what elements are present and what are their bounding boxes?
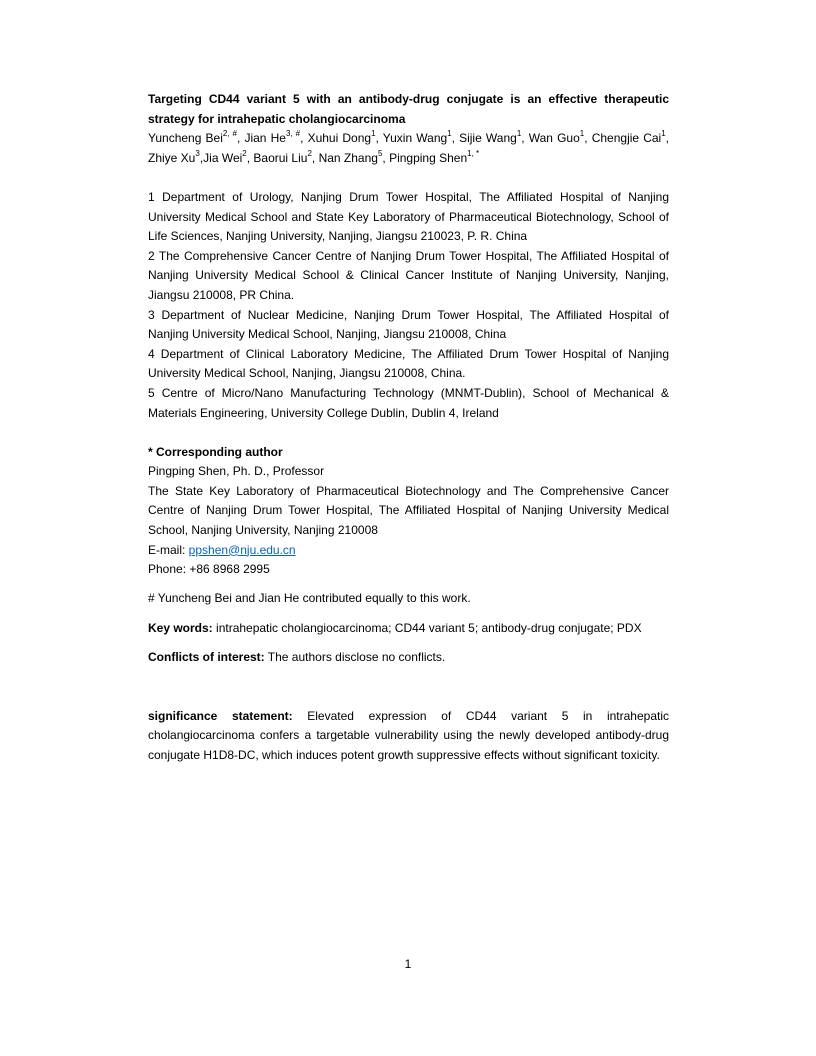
author-name: Baorui Liu — [253, 150, 308, 165]
author-separator: , — [521, 131, 529, 146]
significance-statement — [148, 707, 669, 766]
paper-page — [148, 90, 669, 765]
author-separator: , — [584, 131, 592, 146]
corresponding-address: The State Key Laboratory of Pharmaceutical Biotechnology and The Comprehensive Cancer Centre of Nanjing Drum Tower Hospital, The Affiliated Hospital of Nanjing University Medical School, Nanjing University, Nanjing 210008 — [148, 483, 669, 538]
keywords-text: intrahepatic cholangiocarcinoma; CD44 variant 5; antibody-drug conjugate; PDX — [212, 620, 642, 635]
author-affiliation-marker: 1 — [661, 129, 666, 139]
author-separator: , — [382, 150, 390, 165]
author-list — [148, 129, 669, 168]
author-name: Jia Wei — [203, 150, 243, 165]
corresponding-heading: * Corresponding author — [148, 444, 283, 459]
affiliation-3: 3 Department of Nuclear Medicine, Nanjing Drum Tower Hospital, The Affiliated Hospital of Nanjing University Medical School, Nanjing, Jiangsu 210008, China — [148, 307, 669, 342]
author-affiliation-marker: 3 — [195, 148, 200, 158]
author-name: Wan Guo — [528, 131, 580, 146]
author-name: Xuhui Dong — [307, 131, 372, 146]
author-separator: , — [246, 150, 254, 165]
author-name: Sijie Wang — [459, 131, 517, 146]
author-affiliation-marker: 5 — [377, 148, 383, 158]
author-name: Yuxin Wang — [382, 131, 448, 146]
author-name: Zhiye Xu — [148, 150, 196, 165]
author-affiliation-marker: 1 — [447, 129, 452, 139]
author-affiliation-marker: 2, # — [222, 129, 237, 139]
author-separator: , — [665, 131, 670, 146]
author-name: Yuncheng Bei — [148, 131, 223, 146]
affiliation-list — [148, 188, 669, 423]
significance-label: significance statement: — [148, 708, 293, 723]
corresponding-author-block — [148, 443, 669, 580]
equal-contribution-note: # Yuncheng Bei and Jian He contributed equally to this work. — [148, 591, 471, 606]
author-separator: , — [199, 150, 204, 165]
author-name: Chengjie Cai — [591, 131, 662, 146]
email-line — [148, 541, 669, 561]
author-affiliation-marker: 3, # — [285, 129, 301, 139]
author-name: Pingping Shen — [389, 150, 468, 165]
affiliation-2: 2 The Comprehensive Cancer Centre of Nanjing Drum Tower Hospital, The Affiliated Hospital of Nanjing University Medical School & Clinical Cancer Institute of Nanjing University, Nanjing, Jiangsu 210008, PR China. — [148, 248, 669, 302]
author-affiliation-marker: 1 — [516, 129, 522, 139]
author-separator: , — [311, 150, 319, 165]
paper-title: Targeting CD44 variant 5 with an antibody-drug conjugate is an effective therapeutic strategy for intrahepatic cholangiocarcinoma — [148, 92, 669, 126]
affiliation-1: 1 Department of Urology, Nanjing Drum Tower Hospital, The Affiliated Hospital of Nanjing University Medical School and State Key Laboratory of Pharmaceutical Biotechnology, School of Life Sciences, Nanjing University, Nanjing, Jiangsu 210023, P. R. China — [148, 189, 669, 244]
corresponding-name: Pingping Shen, Ph. D., Professor — [148, 464, 325, 479]
author-separator: , — [300, 131, 308, 146]
author-affiliation-marker: 2 — [307, 148, 312, 158]
affiliation-5: 5 Centre of Micro/Nano Manufacturing Technology (MNMT-Dublin), School of Mechanical & Materials Engineering, University College Dublin, Dublin 4, Ireland — [148, 385, 669, 420]
phone-line: Phone: +86 8968 2995 — [148, 562, 270, 577]
keywords-label: Key words: — [148, 620, 213, 635]
author-name: Nan Zhang — [318, 150, 378, 165]
page-number: 1 — [404, 957, 412, 971]
author-affiliation-marker: 1 — [579, 129, 585, 139]
author-affiliation-marker: 2 — [242, 148, 247, 158]
email-link[interactable]: ppshen@nju.edu.cn — [188, 542, 296, 557]
email-label: E-mail: — [148, 542, 189, 557]
conflicts-label: Conflicts of interest: — [148, 649, 265, 664]
author-separator: , — [451, 131, 460, 146]
significance-text: Elevated expression of CD44 variant 5 in intrahepatic cholangiocarcinoma confers a targetable vulnerability using the newly developed antibody-drug conjugate H1D8-DC, which induces potent growth suppressive effects without significant toxicity. — [148, 708, 669, 762]
author-affiliation-marker: 1, * — [467, 148, 480, 158]
conflicts-line — [148, 648, 669, 668]
affiliation-4: 4 Department of Clinical Laboratory Medicine, The Affiliated Drum Tower Hospital of Nanjing University Medical School, Nanjing, Jiangsu 210008, China. — [148, 346, 669, 381]
conflicts-text: The authors disclose no conflicts. — [264, 649, 446, 664]
keywords-line — [148, 619, 669, 639]
author-name: Jian He — [244, 131, 286, 146]
author-separator: , — [237, 131, 245, 146]
author-separator: , — [375, 131, 383, 146]
author-affiliation-marker: 1 — [371, 129, 376, 139]
